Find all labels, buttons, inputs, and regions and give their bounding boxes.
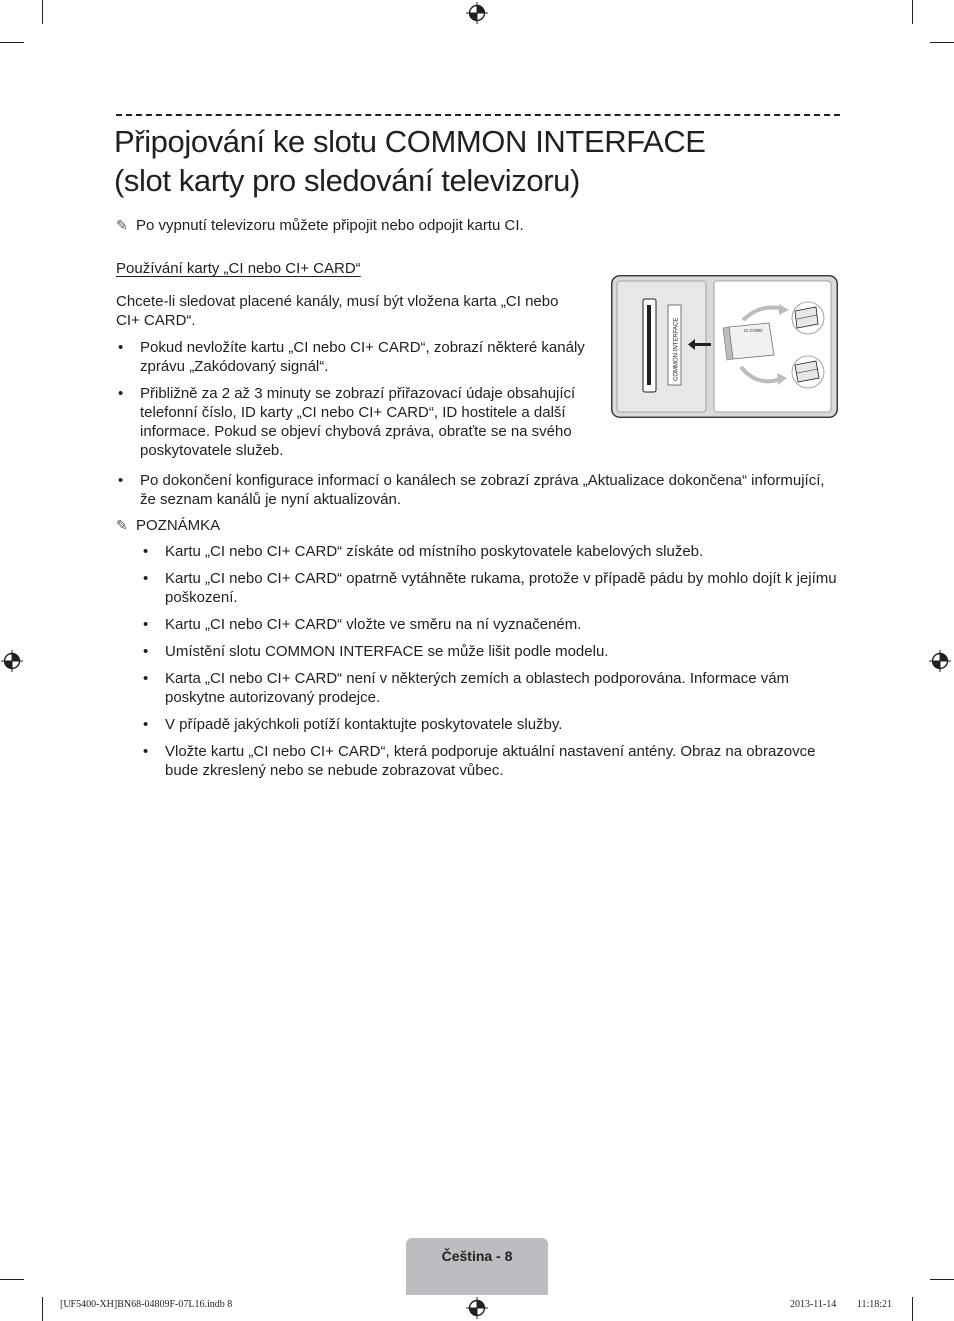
crop-mark (42, 1297, 43, 1321)
card-label: CI CARD (744, 328, 763, 333)
page-title-line-2: (slot karty pro sledování televizoru) (114, 163, 580, 198)
registration-mark-icon (466, 2, 488, 24)
registration-mark-icon (929, 650, 951, 672)
crop-mark (42, 0, 43, 24)
registration-mark-icon (466, 1297, 488, 1319)
page-number-label: Čeština - 8 (441, 1248, 513, 1264)
section-bullet-list-wide (116, 471, 840, 517)
crop-mark (930, 42, 954, 43)
note-list (141, 542, 841, 788)
print-file-info: [UF5400-XH]BN68-04809F-07L16.indb 8 (60, 1299, 233, 1310)
list-item: • Po dokončení konfigurace informací o kanálech se zobrazí zpráva „Aktualizace dokončena“ informující, že seznam kanálů je nyní aktualizován. (116, 471, 840, 509)
crop-mark (912, 1297, 913, 1321)
section-bullet-list (116, 338, 586, 468)
list-item: • V případě jakýchkoli potíží kontaktujte poskytovatele služby. (141, 715, 841, 734)
section-divider (116, 114, 840, 116)
page-title (114, 122, 706, 200)
list-item: • Umístění slotu COMMON INTERFACE se může lišit podle modelu. (141, 642, 841, 661)
section-heading: Používání karty „CI nebo CI+ CARD“ (116, 260, 361, 277)
print-date-info: 2013-11-14 ￿￿ 11:18:21 (789, 1299, 892, 1310)
list-item: • Kartu „CI nebo CI+ CARD“ získáte od místního poskytovatele kabelových služeb. (141, 542, 841, 561)
crop-mark (0, 1279, 24, 1280)
page-title-line-1: Připojování ke slotu COMMON INTERFACE (114, 124, 706, 159)
list-item: • Kartu „CI nebo CI+ CARD“ opatrně vytáhněte rukama, protože v případě pádu by mohlo dojít k jejímu poškození. (141, 569, 841, 607)
pencil-note-icon: ✎ (116, 517, 128, 533)
crop-mark (0, 42, 24, 43)
intro-note-text: Po vypnutí televizoru můžete připojit nebo odpojit kartu CI. (136, 217, 524, 234)
list-item: • Vložte kartu „CI nebo CI+ CARD“, která podporuje aktuální nastavení antény. Obraz na obrazovce bude zkreslený nebo se nebude zobrazovat vůbec. (141, 742, 841, 780)
pencil-note-icon: ✎ (116, 217, 128, 233)
page-number-tab (406, 1238, 548, 1295)
list-item: • Pokud nevložíte kartu „CI nebo CI+ CARD“, zobrazí některé kanály zprávu „Zakódovaný signál“. (116, 338, 586, 376)
list-item: • Kartu „CI nebo CI+ CARD“ vložte ve směru na ní vyznačeném. (141, 615, 841, 634)
list-item: • Přibližně za 2 až 3 minuty se zobrazí přiřazovací údaje obsahující telefonní číslo, ID karty „CI nebo CI+ CARD“, ID hostitele a další informace. Pokud se objeví chybová zpráva, obraťte se na svého poskytovatele služeb. (116, 384, 586, 460)
note-label: POZNÁMKA (136, 517, 221, 534)
intro-note (116, 216, 836, 235)
crop-mark (912, 0, 913, 24)
note-heading (116, 516, 220, 535)
crop-mark (930, 1279, 954, 1280)
registration-mark-icon (1, 650, 23, 672)
slot-label: COMMON INTERFACE (673, 317, 680, 381)
ci-card-illustration (611, 275, 838, 418)
section-intro: Chcete-li sledovat placené kanály, musí být vložena karta „CI nebo CI+ CARD“. (116, 293, 559, 329)
list-item: • Karta „CI nebo CI+ CARD“ není v některých zemích a oblastech podporována. Informace vám poskytne autorizovaný prodejce. (141, 669, 841, 707)
